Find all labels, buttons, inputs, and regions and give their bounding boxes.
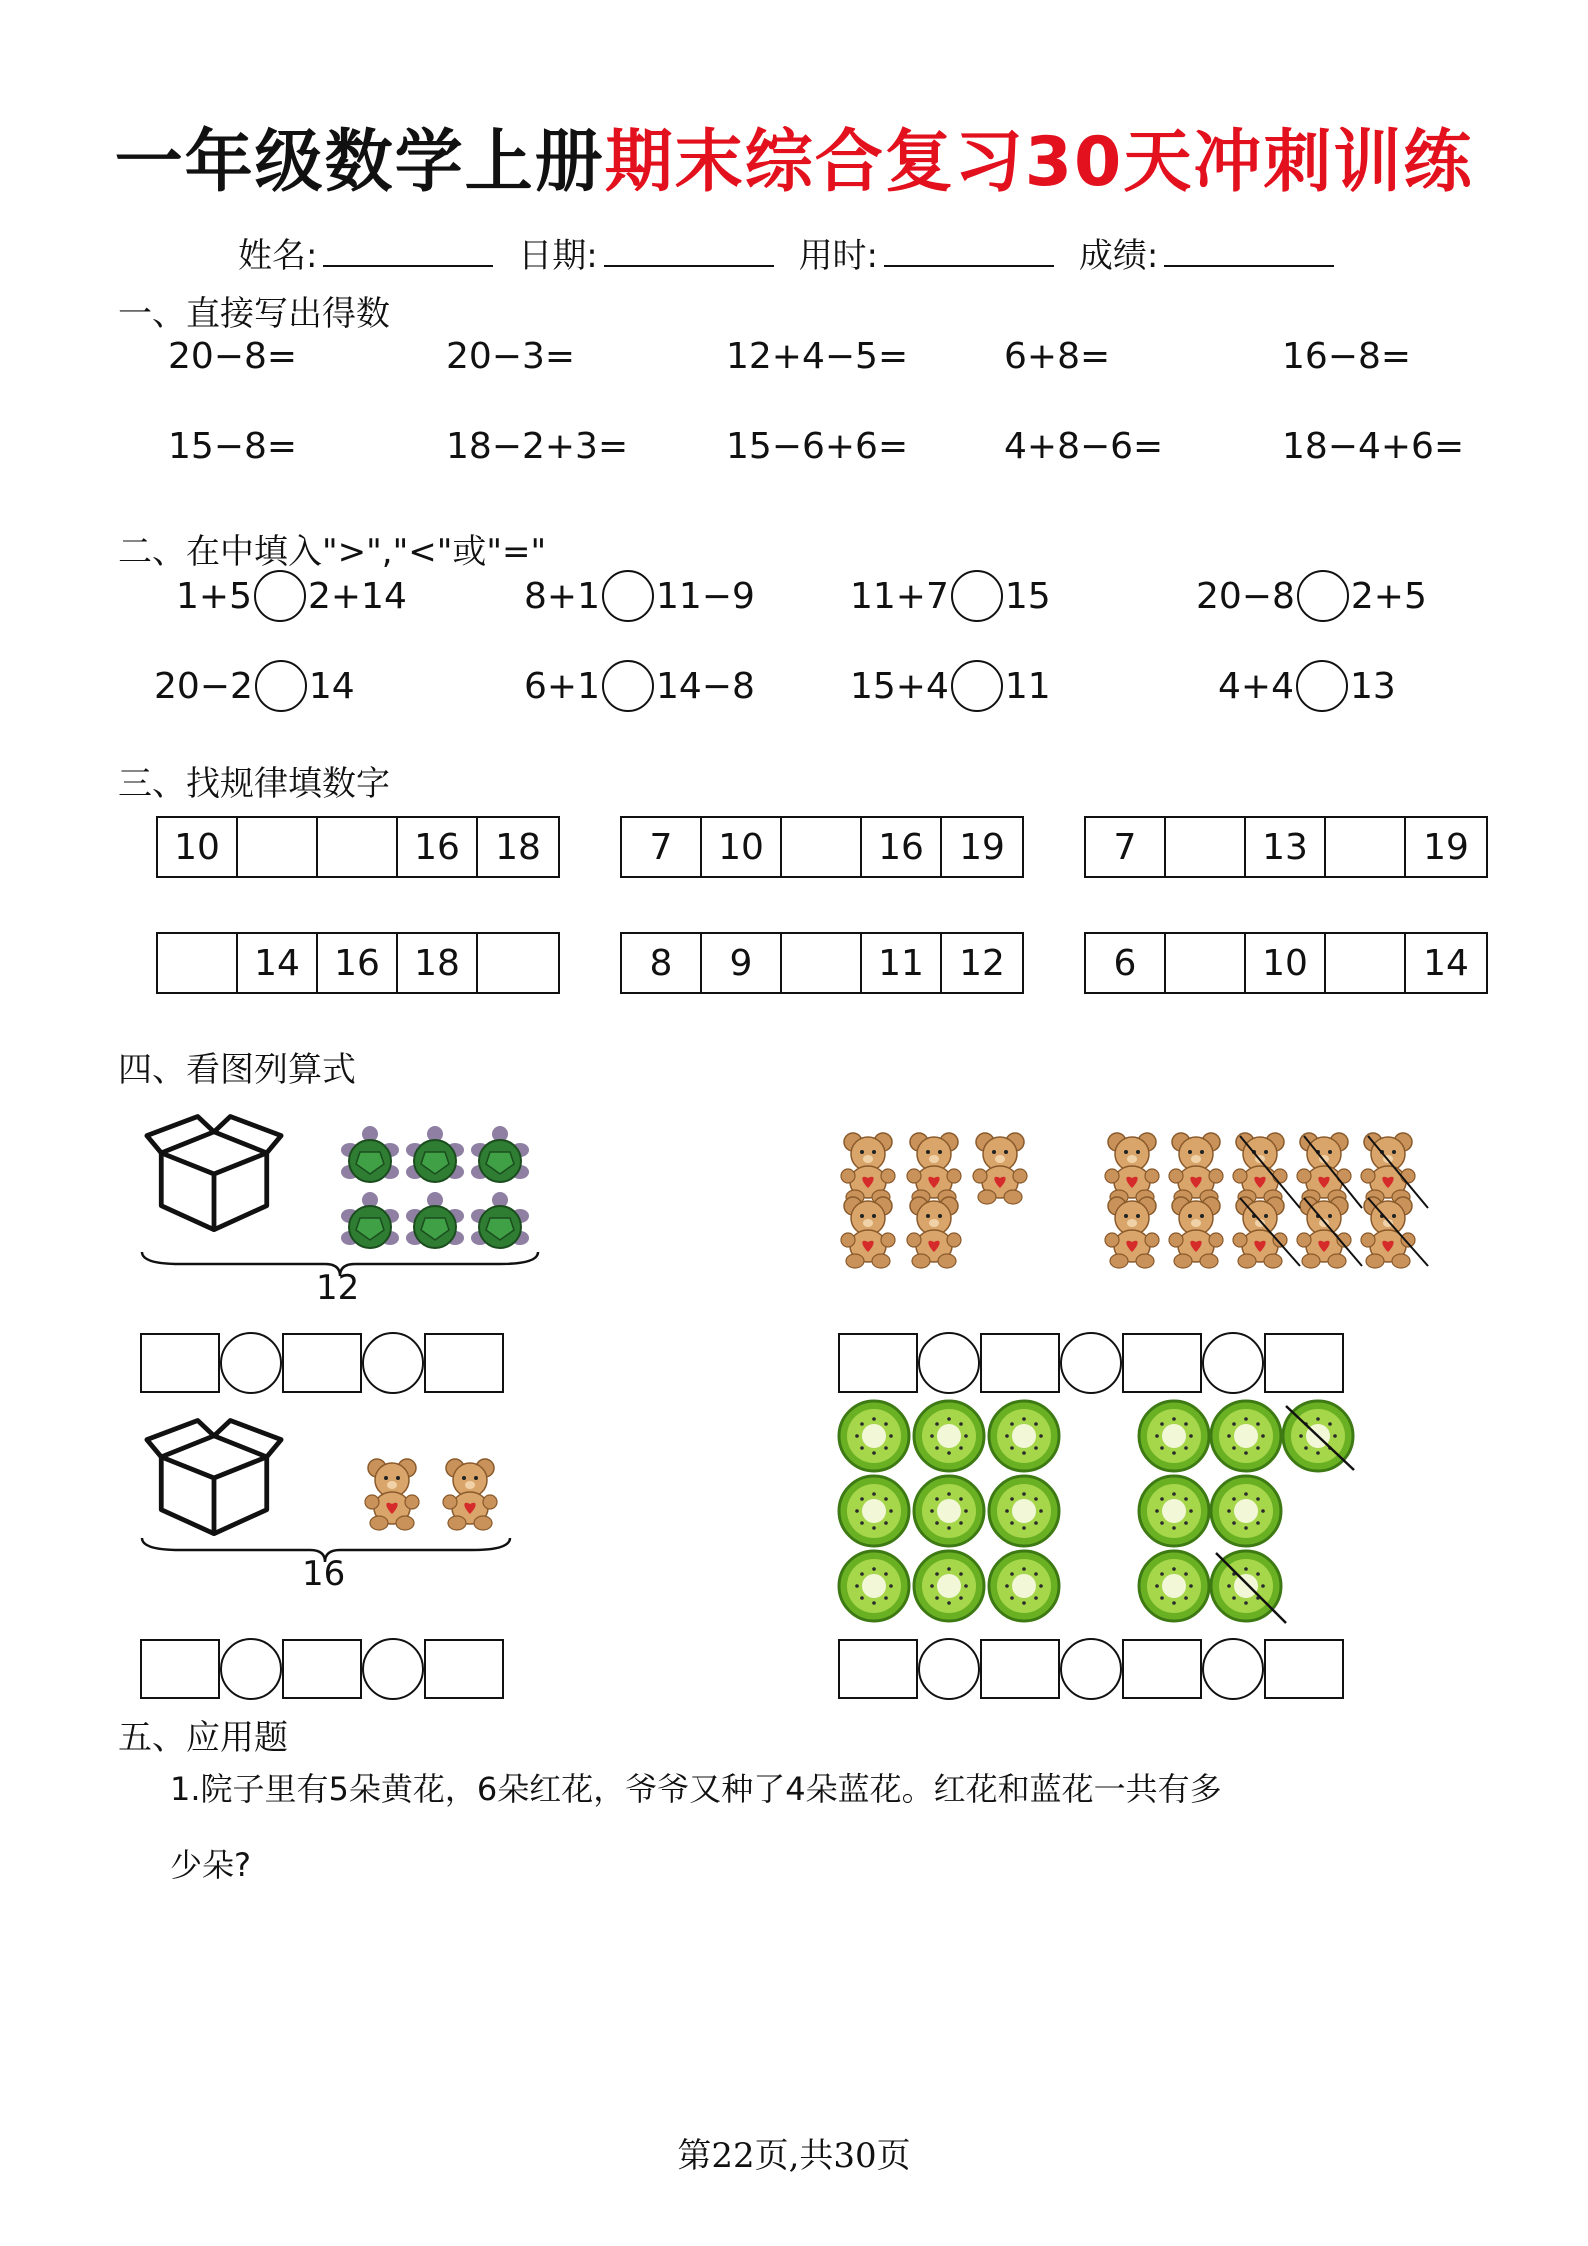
kiwi-icon: [1139, 1551, 1209, 1621]
word-problem-line2: 少朵?: [170, 1846, 251, 1884]
box-icon: [144, 1112, 284, 1237]
answer-box[interactable]: [980, 1333, 1060, 1393]
bear-icon: [1297, 1197, 1351, 1268]
seq-cell[interactable]: [1166, 934, 1246, 992]
compare-right: 2+14: [307, 575, 407, 617]
operator-circle[interactable]: [918, 1332, 980, 1394]
compare-circle[interactable]: [254, 570, 306, 622]
kiwi-icon: [914, 1401, 984, 1471]
compare-circle[interactable]: [951, 660, 1003, 712]
answer-box[interactable]: [1264, 1333, 1344, 1393]
seq-cell[interactable]: 16: [862, 818, 942, 876]
section-4-heading: 四、看图列算式: [118, 1050, 356, 1090]
seq-cell[interactable]: 14: [1423, 942, 1469, 984]
kiwi-icon: [839, 1401, 909, 1471]
kiwi-icon: [1211, 1401, 1281, 1471]
arith-expr: 15−6+6=: [726, 426, 909, 467]
answer-box[interactable]: [980, 1639, 1060, 1699]
operator-circle[interactable]: [1202, 1332, 1264, 1394]
compare-circle[interactable]: [602, 660, 654, 712]
kiwi-group-left: [836, 1398, 1066, 1628]
section-2-heading: 二、在中填入">","<"或"=": [118, 532, 547, 572]
bear-icon: [973, 1133, 1027, 1204]
bear-icon: [365, 1459, 419, 1530]
seq-cell[interactable]: 19: [959, 826, 1005, 868]
bear-icon: [907, 1133, 961, 1204]
bear-icon: [1361, 1133, 1415, 1204]
seq-cell[interactable]: [478, 934, 558, 992]
page-title: [0, 108, 1588, 205]
sequence-row: [620, 932, 1024, 994]
compare-left: 1+5: [176, 575, 252, 617]
answer-row: [140, 1638, 504, 1700]
compare-item: [524, 570, 755, 622]
turtle-icon: [341, 1126, 399, 1182]
compare-circle[interactable]: [255, 660, 307, 712]
bear-icon: [1233, 1197, 1287, 1268]
operator-circle[interactable]: [362, 1638, 424, 1700]
seq-cell[interactable]: [782, 934, 862, 992]
answer-box[interactable]: [282, 1639, 362, 1699]
kiwi-group-right: [1136, 1398, 1366, 1628]
title-red: 期末综合复习30天冲刺训练: [604, 123, 1474, 202]
seq-cell[interactable]: [1326, 934, 1406, 992]
compare-left: 6+1: [524, 665, 600, 707]
seq-cell[interactable]: [1166, 818, 1246, 876]
bear-group: [352, 1452, 512, 1542]
seq-cell[interactable]: 10: [158, 818, 238, 876]
sequence-row: [620, 816, 1024, 878]
seq-cell[interactable]: [318, 818, 398, 876]
operator-circle[interactable]: [918, 1638, 980, 1700]
turtle-icon: [471, 1126, 529, 1182]
kiwi-icon: [914, 1476, 984, 1546]
score-label: 成绩:: [1078, 236, 1159, 276]
answer-box[interactable]: [140, 1639, 220, 1699]
page-number: 第22页,共30页: [677, 2136, 911, 2176]
compare-item: [1218, 660, 1396, 712]
section-1-heading: 一、直接写出得数: [118, 294, 390, 334]
answer-box[interactable]: [1264, 1639, 1344, 1699]
sequence-row: [1084, 816, 1488, 878]
compare-left: 20−2: [154, 665, 253, 707]
name-blank[interactable]: [323, 235, 493, 267]
arith-expr: 16−8=: [1282, 336, 1412, 377]
seq-cell[interactable]: 8: [622, 934, 702, 992]
compare-right: 14: [308, 665, 355, 707]
operator-circle[interactable]: [1060, 1332, 1122, 1394]
score-blank[interactable]: [1164, 235, 1334, 267]
answer-box[interactable]: [1122, 1333, 1202, 1393]
total-label: 16: [302, 1554, 346, 1594]
compare-item: [524, 660, 755, 712]
bear-icon: [907, 1197, 961, 1268]
date-blank[interactable]: [604, 235, 774, 267]
arith-expr: 4+8−6=: [1004, 426, 1164, 467]
time-blank[interactable]: [884, 235, 1054, 267]
bear-icon: [841, 1133, 895, 1204]
bear-icon: [1233, 1133, 1287, 1204]
seq-cell[interactable]: 7: [622, 818, 702, 876]
arith-expr: 20−3=: [446, 336, 576, 377]
name-label: 姓名:: [238, 236, 318, 276]
seq-cell[interactable]: [782, 818, 862, 876]
answer-box[interactable]: [1122, 1639, 1202, 1699]
info-line: [238, 228, 1348, 277]
kiwi-icon: [839, 1551, 909, 1621]
compare-right: 2+5: [1350, 575, 1427, 617]
section-5-heading: 五、应用题: [118, 1718, 288, 1758]
compare-circle[interactable]: [1296, 660, 1348, 712]
bear-icon: [443, 1459, 497, 1530]
arith-expr: 18−4+6=: [1282, 426, 1465, 467]
kiwi-icon: [1211, 1551, 1281, 1621]
seq-cell[interactable]: 7: [1086, 818, 1166, 876]
box-icon: [144, 1416, 284, 1541]
compare-left: 15+4: [850, 665, 949, 707]
seq-cell[interactable]: 14: [238, 934, 318, 992]
seq-cell[interactable]: [158, 934, 238, 992]
compare-left: 8+1: [524, 575, 600, 617]
compare-right: 14−8: [655, 665, 755, 707]
kiwi-icon: [989, 1476, 1059, 1546]
seq-cell[interactable]: 18: [495, 826, 541, 868]
section-3-heading: 三、找规律填数字: [118, 764, 390, 804]
answer-box[interactable]: [424, 1333, 504, 1393]
compare-item: [176, 570, 407, 622]
compare-circle[interactable]: [1297, 570, 1349, 622]
kiwi-icon: [1211, 1476, 1281, 1546]
arith-expr: 15−8=: [168, 426, 298, 467]
bear-icon: [1361, 1197, 1415, 1268]
operator-circle[interactable]: [1202, 1638, 1264, 1700]
bear-group-right: [1100, 1128, 1435, 1268]
answer-row: [838, 1638, 1344, 1700]
seq-cell[interactable]: 13: [1246, 818, 1326, 876]
bear-icon: [841, 1197, 895, 1268]
compare-left: 20−8: [1196, 575, 1295, 617]
kiwi-icon: [1139, 1476, 1209, 1546]
operator-circle[interactable]: [220, 1638, 282, 1700]
sequence-row: [156, 932, 560, 994]
word-problem-line1: 1.院子里有5朵黄花，6朵红花，爷爷又种了4朵蓝花。红花和蓝花一共有多: [170, 1770, 1222, 1808]
answer-box[interactable]: [140, 1333, 220, 1393]
bear-icon: [1297, 1133, 1351, 1204]
bear-group-left: [836, 1128, 1036, 1268]
seq-cell[interactable]: 10: [1246, 934, 1326, 992]
operator-circle[interactable]: [220, 1332, 282, 1394]
turtle-group: [330, 1120, 540, 1260]
operator-circle[interactable]: [362, 1332, 424, 1394]
compare-right: 11: [1004, 665, 1051, 707]
seq-cell[interactable]: 10: [702, 818, 782, 876]
compare-item: [850, 570, 1051, 622]
bear-icon: [1105, 1197, 1159, 1268]
answer-box[interactable]: [424, 1639, 504, 1699]
seq-cell[interactable]: [1326, 818, 1406, 876]
compare-right: 11−9: [655, 575, 755, 617]
answer-row: [838, 1332, 1344, 1394]
bear-icon: [1105, 1133, 1159, 1204]
seq-cell[interactable]: [238, 818, 318, 876]
total-label: 12: [316, 1268, 360, 1308]
turtle-icon: [406, 1126, 464, 1182]
sequence-row: [156, 816, 560, 878]
compare-left: 4+4: [1218, 665, 1294, 707]
arith-expr: 12+4−5=: [726, 336, 909, 377]
turtle-icon: [471, 1192, 529, 1248]
seq-cell[interactable]: 9: [702, 934, 782, 992]
kiwi-icon: [989, 1551, 1059, 1621]
sequence-row: [1084, 932, 1488, 994]
seq-cell[interactable]: 12: [959, 942, 1005, 984]
answer-box[interactable]: [838, 1639, 918, 1699]
turtle-icon: [341, 1192, 399, 1248]
kiwi-icon: [839, 1476, 909, 1546]
seq-cell[interactable]: 11: [862, 934, 942, 992]
arith-expr: 18−2+3=: [446, 426, 629, 467]
bear-icon: [1169, 1133, 1223, 1204]
seq-cell[interactable]: 16: [398, 818, 478, 876]
operator-circle[interactable]: [1060, 1638, 1122, 1700]
bear-icon: [1169, 1197, 1223, 1268]
kiwi-icon: [914, 1551, 984, 1621]
answer-row: [140, 1332, 504, 1394]
turtle-icon: [406, 1192, 464, 1248]
seq-cell[interactable]: 6: [1086, 934, 1166, 992]
arith-expr: 20−8=: [168, 336, 298, 377]
seq-cell[interactable]: 16: [318, 934, 398, 992]
compare-right: 15: [1004, 575, 1051, 617]
compare-circle[interactable]: [951, 570, 1003, 622]
arith-expr: 6+8=: [1004, 336, 1111, 377]
time-label: 用时:: [798, 236, 879, 276]
date-label: 日期:: [518, 236, 598, 276]
answer-box[interactable]: [838, 1333, 918, 1393]
compare-circle[interactable]: [602, 570, 654, 622]
title-black: 一年级数学上册: [114, 123, 605, 202]
compare-right: 13: [1349, 665, 1396, 707]
seq-cell[interactable]: 19: [1423, 826, 1469, 868]
kiwi-icon: [989, 1401, 1059, 1471]
compare-item: [1196, 570, 1427, 622]
compare-item: [850, 660, 1051, 712]
compare-left: 11+7: [850, 575, 949, 617]
kiwi-icon: [1139, 1401, 1209, 1471]
compare-item: [154, 660, 355, 712]
answer-box[interactable]: [282, 1333, 362, 1393]
seq-cell[interactable]: 18: [398, 934, 478, 992]
